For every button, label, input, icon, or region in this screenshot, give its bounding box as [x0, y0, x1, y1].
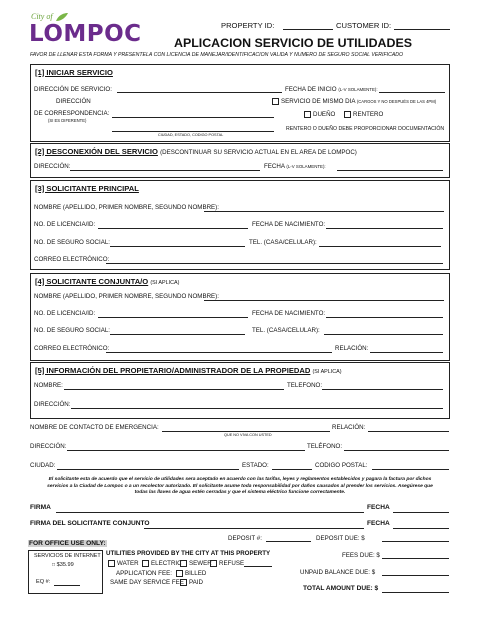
office-use-label: FOR OFFICE USE ONLY:: [29, 540, 106, 547]
deposit-due-field[interactable]: [382, 541, 449, 542]
page-subtitle: FAVOR DE LLENAR ESTA FORMA Y PRESENTELA CON LICENCIA DE MANEJAR/IDENTIFICACION VALIDA Y NUMERO DE SEGURO SOCIAL VERIFICADO: [30, 52, 404, 58]
fees-due-field[interactable]: [382, 558, 449, 559]
emergency-address-field[interactable]: [67, 450, 305, 451]
section-4-title: [4] SOLICITANTE CONJUNTA/O (SI APLICA): [35, 277, 180, 286]
owner-name-field[interactable]: [64, 389, 284, 390]
documentation-note: RENTERO O DUEÑO DEBE PROPORCIONAR DOCUMENTACIÓN: [286, 126, 445, 132]
disconnect-date-field[interactable]: [337, 170, 443, 171]
page-title: APLICACION SERVICIO DE UTILIDADES: [174, 36, 412, 50]
section-3-title: [3] SOLICITANTE PRINCIPAL: [35, 184, 139, 193]
fees-due-label: FEES DUE: $: [342, 552, 380, 559]
owner-phone-field[interactable]: [322, 389, 443, 390]
water-option[interactable]: WATER: [108, 560, 139, 567]
primary-name-label: NOMBRE (APELLIDO, PRIMER NOMBRE, SEGUNDO NOMBRE):: [34, 204, 219, 211]
signature-date-label: FECHA: [367, 504, 390, 511]
primary-email-label: CORREO ELECTRÓNICO:: [34, 256, 110, 263]
joint-ssn-label: NO. DE SEGURO SOCIAL:: [34, 327, 110, 334]
customer-id-label: CUSTOMER ID:: [336, 21, 392, 30]
renter-checkbox[interactable]: [344, 111, 351, 118]
refuse-field[interactable]: [244, 566, 272, 567]
owner-name-label: NOMBRE:: [34, 382, 63, 389]
mailing-address-label-1: DIRECCIÓN: [56, 98, 91, 105]
mailing-address-field[interactable]: [112, 117, 274, 118]
city-logo: [29, 12, 151, 52]
start-date-label: FECHA DE INICIO (L-V SOLAMENTE):: [285, 86, 378, 93]
emergency-zip-label: CODIGO POSTAL:: [315, 462, 368, 469]
paid-option[interactable]: PAID: [180, 579, 203, 586]
total-amount-field[interactable]: [382, 592, 449, 593]
same-day-fee-label: SAME DAY SERVICE FEE: [110, 579, 184, 586]
primary-license-field[interactable]: [98, 228, 248, 229]
start-date-field[interactable]: [379, 92, 445, 93]
disconnect-date-label: FECHA (L-V SOLAMENTE):: [264, 163, 326, 170]
paid-checkbox[interactable]: [180, 579, 187, 586]
emergency-contact-label: NOMBRE DE CONTACTO DE EMERGENCIA:: [30, 424, 159, 431]
logo-city-of: City of: [31, 12, 53, 21]
primary-dob-label: FECHA DE NACIMIENTO:: [252, 221, 326, 228]
utilities-title: UTILITIES PROVIDED BY THE CITY AT THIS PROPERTY: [106, 550, 271, 557]
emergency-relation-field[interactable]: [368, 431, 449, 432]
agreement-line-1: El solicitante esta de acuerdo que el servicio de utilidades sera aceptado en acuerdo con las tarifas, leyes y reglamentos establecidos y pagara la factura por dichos: [48, 477, 432, 482]
joint-ssn-field[interactable]: [110, 334, 245, 335]
emergency-city-field[interactable]: [57, 469, 239, 470]
owner-checkbox[interactable]: [304, 111, 311, 118]
owner-address-label: DIRECCIÓN:: [34, 401, 71, 408]
disconnect-address-field[interactable]: [70, 170, 260, 171]
refuse-option[interactable]: REFUSE: [210, 560, 244, 567]
same-day-checkbox[interactable]: [272, 98, 279, 105]
primary-name-field[interactable]: [204, 211, 444, 212]
owner-option[interactable]: DUEÑO: [304, 111, 335, 118]
unpaid-balance-field[interactable]: [382, 575, 449, 576]
if-different-note: (SI ES DIFERENTE): [48, 118, 87, 123]
primary-phone-field[interactable]: [319, 246, 441, 247]
renter-option[interactable]: RENTERO: [344, 111, 383, 118]
emergency-phone-label: TELÉFONO:: [307, 443, 343, 450]
joint-signature-date-field[interactable]: [393, 528, 449, 529]
electric-checkbox[interactable]: [142, 560, 149, 567]
joint-dob-label: FECHA DE NACIMIENTO:: [252, 310, 326, 317]
eq-field[interactable]: [54, 585, 80, 586]
joint-email-field[interactable]: [106, 352, 332, 353]
unpaid-balance-label: UNPAID BALANCE DUE: $: [300, 569, 376, 576]
deposit-number-field[interactable]: [266, 541, 311, 542]
joint-relation-field[interactable]: [370, 352, 443, 353]
not-living-with-you-note: QUE NO VIVA CON USTED: [224, 433, 272, 437]
joint-signature-field[interactable]: [144, 528, 364, 529]
emergency-state-label: ESTADO:: [242, 462, 269, 469]
joint-phone-label: TEL. (CASA/CELULAR):: [252, 327, 320, 334]
customer-id-field[interactable]: [394, 29, 450, 30]
section-2-title: [2] DESCONEXIÓN DEL SERVICIO (DESCONTINUAR SU SERVICIO ACTUAL EN EL AREA DE LOMPOC): [35, 147, 357, 156]
city-state-zip-note: CIUDAD, ESTADO, CODIGO POSTAL: [158, 133, 224, 137]
agreement-line-3: todas las llaves de agua estén cerradas y que el sistema eléctrico funcione correctamente.: [134, 490, 346, 496]
agreement-line-2: servicios a la Ciudad de Lompoc o a un recolector autorizado. El solicitante asume toda responsabilidad por daños causados al prender los servicios. Asegúrese que: [47, 483, 433, 489]
deposit-number-label: DEPOSIT #:: [228, 535, 262, 542]
property-id-label: PROPERTY ID:: [221, 21, 275, 30]
primary-email-field[interactable]: [106, 263, 443, 264]
joint-relation-label: RELACIÓN:: [335, 345, 369, 352]
internet-price[interactable]: □ $35.99: [52, 562, 74, 568]
emergency-address-label: DIRECCIÓN:: [30, 443, 67, 450]
primary-phone-label: TEL. (CASA/CELULAR):: [249, 239, 317, 246]
disconnect-address-label: DIRECCIÓN:: [34, 163, 71, 170]
primary-ssn-label: NO. DE SEGURO SOCIAL:: [34, 239, 110, 246]
electric-option[interactable]: ELECTRIC: [142, 560, 182, 567]
billed-checkbox[interactable]: [176, 570, 183, 577]
agreement-text: [28, 477, 452, 497]
sewer-checkbox[interactable]: [180, 560, 187, 567]
sewer-option[interactable]: SEWER: [180, 560, 212, 567]
joint-signature-date-label: FECHA: [367, 520, 390, 527]
internet-services-label: SERVICIOS DE INTERNET: [34, 553, 101, 559]
primary-dob-field[interactable]: [326, 228, 443, 229]
primary-ssn-field[interactable]: [110, 246, 245, 247]
signature-field[interactable]: [56, 512, 364, 513]
section-5-title: [5] INFORMACIÓN DEL PROPIETARIO/ADMINISTRADOR DE LA PROPIEDAD (SI APLICA): [35, 366, 342, 375]
property-id-field[interactable]: [283, 29, 333, 30]
emergency-contact-field[interactable]: [162, 431, 330, 432]
signature-date-field[interactable]: [393, 512, 449, 513]
owner-address-field[interactable]: [71, 408, 443, 409]
section-1-title: [1] INICIAR SERVICIO: [35, 68, 113, 77]
application-fee-label: APPLICATION FEE:: [116, 570, 172, 577]
signature-label: FIRMA: [30, 504, 51, 511]
service-address-label: DIRECCIÓN DE SERVICIO:: [34, 86, 112, 93]
refuse-checkbox[interactable]: [210, 560, 217, 567]
eq-label: EQ #:: [36, 579, 51, 585]
emergency-state-field[interactable]: [272, 469, 312, 470]
owner-phone-label: TELEFONO:: [287, 382, 323, 389]
joint-license-label: NO. DE LICENCIA/ID:: [34, 310, 96, 317]
primary-license-label: NO. DE LICENCIA/ID:: [34, 221, 96, 228]
emergency-city-label: CIUDAD:: [30, 462, 56, 469]
emergency-zip-field[interactable]: [372, 469, 449, 470]
emergency-phone-field[interactable]: [344, 450, 449, 451]
joint-dob-field[interactable]: [326, 317, 443, 318]
logo-wordmark: LOMPOC: [29, 21, 142, 47]
billed-option[interactable]: BILLED: [176, 570, 206, 577]
deposit-due-label: DEPOSIT DUE: $: [316, 535, 365, 542]
joint-email-label: CORREO ELECTRÓNICO:: [34, 345, 110, 352]
joint-phone-field[interactable]: [324, 334, 443, 335]
joint-name-label: NOMBRE (APELLIDO, PRIMER NOMBRE, SEGUNDO NOMBRE):: [34, 293, 219, 300]
joint-name-field[interactable]: [204, 300, 444, 301]
water-checkbox[interactable]: [108, 560, 115, 567]
emergency-relation-label: RELACIÓN:: [332, 424, 366, 431]
service-address-field[interactable]: [117, 92, 282, 93]
joint-signature-label: FIRMA DEL SOLICITANTE CONJUNTO: [30, 520, 150, 527]
total-amount-label: TOTAL AMOUNT DUE: $: [303, 585, 379, 592]
joint-license-field[interactable]: [98, 317, 248, 318]
mailing-address-label-2: DE CORRESPONDENCIA:: [34, 110, 110, 117]
city-state-zip-field[interactable]: [112, 131, 274, 132]
same-day-service-option[interactable]: SERVICIO DE MISMO DIA (CARGOS Y NO DESPUÉS DE LAS 4PM): [272, 98, 436, 105]
